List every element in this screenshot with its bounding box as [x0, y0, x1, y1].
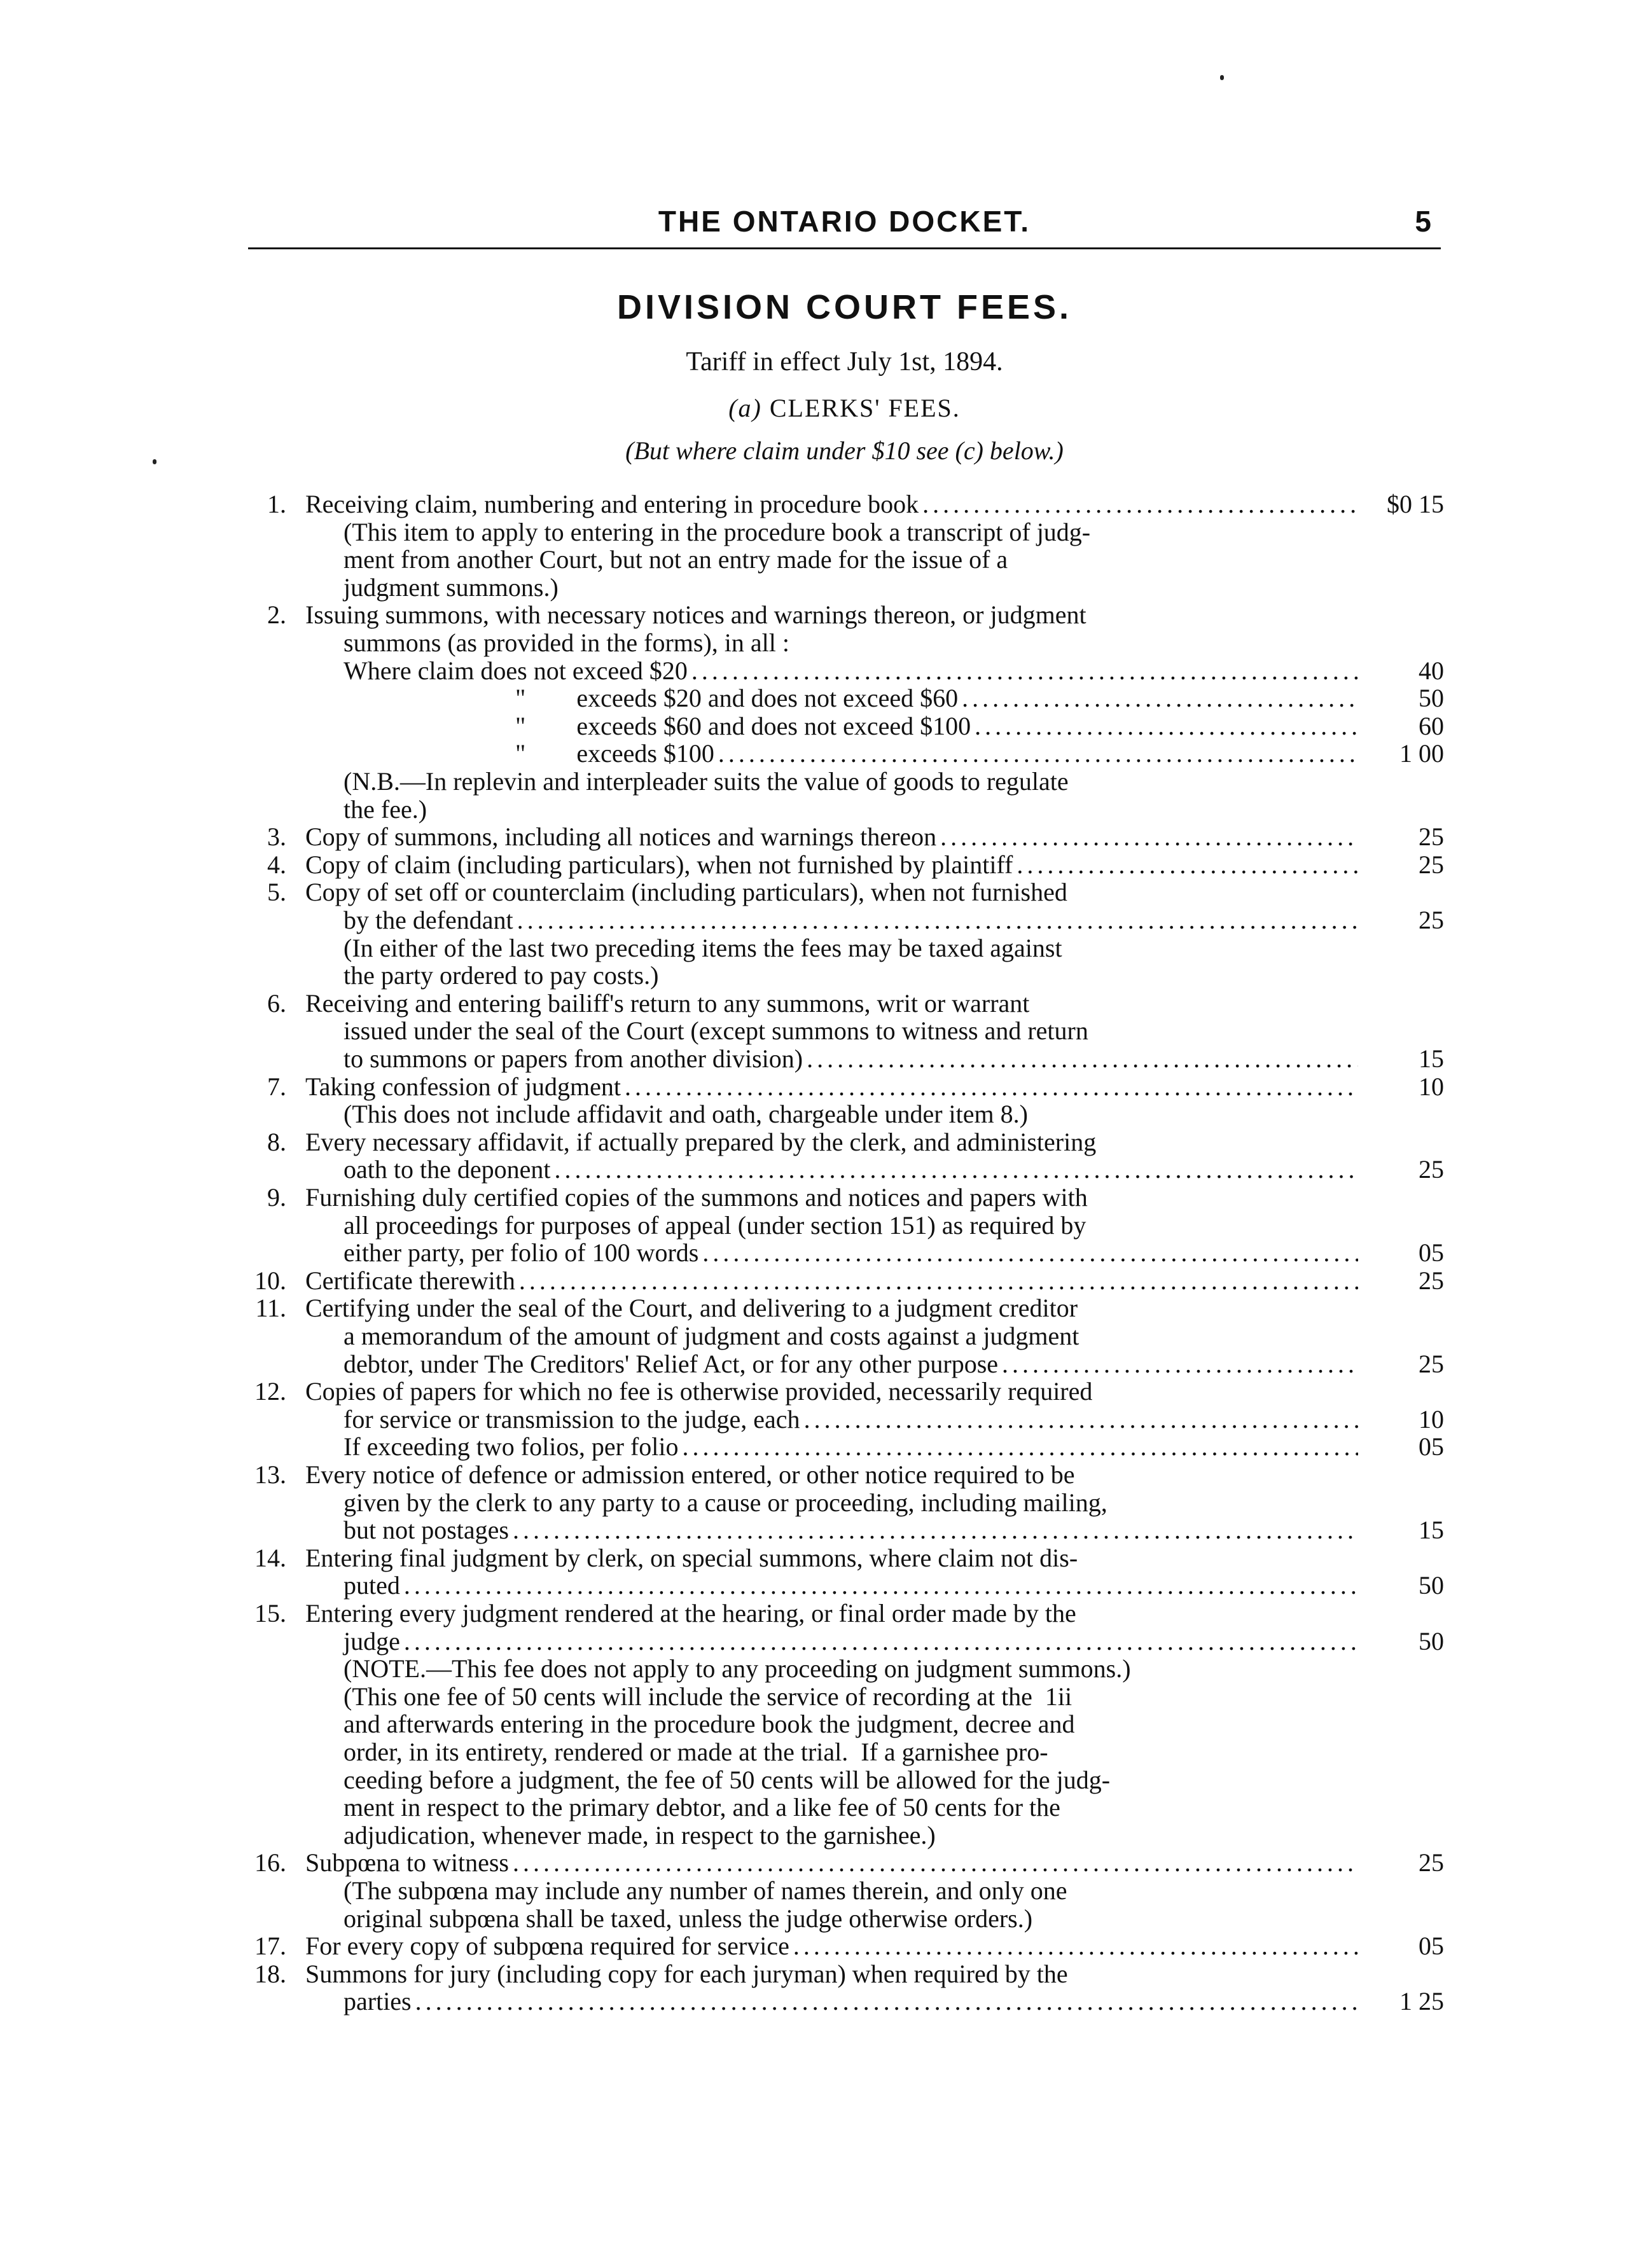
item-text: debtor, under The Creditors' Relief Act, or for any other purpose: [344, 1350, 999, 1378]
item-text-wrapper: [344, 1044, 1358, 1074]
item-text-wrapper: [305, 878, 1358, 907]
dot-leader: [958, 684, 1358, 713]
item-text: (In either of the last two preceding items the fees may be taxed against: [344, 934, 1062, 962]
dot-leader: [400, 1571, 1358, 1600]
dot-leader: [509, 1516, 1358, 1545]
dot-leader: [919, 490, 1358, 519]
fee-line: [191, 989, 1358, 1018]
item-text-wrapper: [305, 490, 1358, 519]
item-text-wrapper: [344, 1016, 1358, 1046]
item-text: Entering final judgment by clerk, on special summons, where claim not dis-: [305, 1544, 1078, 1572]
item-text: (This does not include affidavit and oath, chargeable under item 8.): [344, 1100, 1028, 1128]
item-text-wrapper: [305, 1183, 1358, 1212]
fee-amount: 25: [1419, 1155, 1444, 1184]
item-text: Copy of summons, including all notices and warnings thereon: [305, 822, 937, 851]
item-text: Entering every judgment rendered at the hearing, or final order made by the: [305, 1599, 1076, 1628]
item-text: original subpœna shall be taxed, unless the judge otherwise orders.): [344, 1904, 1033, 1933]
item-text: either party, per folio of 100 words: [344, 1238, 699, 1267]
fee-line: [191, 1128, 1358, 1157]
item-text: For every copy of subpœna required for service: [305, 1932, 789, 1960]
item-text: (NOTE.—This fee does not apply to any proceeding on judgment summons.): [344, 1654, 1131, 1683]
item-text-wrapper: [344, 767, 1358, 796]
item-number: 10.: [254, 1266, 286, 1295]
item-text-wrapper: [344, 1155, 1358, 1184]
item-text: adjudication, whenever made, in respect to the garnishee.): [344, 1821, 936, 1850]
item-text: by the defendant: [344, 906, 513, 934]
item-text-wrapper: [344, 1322, 1358, 1351]
item-text: a memorandum of the amount of judgment and costs against a judgment: [344, 1322, 1079, 1350]
item-text: summons (as provided in the forms), in all :: [344, 628, 790, 657]
fee-line: [191, 906, 1358, 935]
fee-line: [191, 1294, 1358, 1323]
dot-leader: [698, 1238, 1358, 1268]
item-text-wrapper: [305, 822, 1358, 852]
fee-line: [191, 1016, 1358, 1046]
fee-line: [191, 1793, 1358, 1822]
item-text-wrapper: [305, 1932, 1358, 1961]
item-text-wrapper: [344, 906, 1358, 935]
document-title: DIVISION COURT FEES.: [616, 288, 1072, 326]
item-text-wrapper: [344, 1738, 1358, 1767]
item-text-wrapper: [344, 1821, 1358, 1850]
item-text: Certifying under the seal of the Court, and delivering to a judgment creditor: [305, 1294, 1078, 1322]
item-number: 9.: [267, 1183, 286, 1212]
fee-line: [191, 850, 1358, 880]
item-text-wrapper: [344, 1238, 1358, 1268]
fee-line: [191, 961, 1358, 990]
fee-line: [191, 1821, 1358, 1850]
tariff-line: Tariff in effect July 1st, 1894.: [686, 347, 1003, 377]
item-text: Issuing summons, with necessary notices and warnings thereon, or judgment: [305, 600, 1086, 629]
item-text-wrapper: [305, 850, 1358, 880]
item-text-wrapper: [344, 656, 1358, 686]
item-number: 18.: [254, 1960, 286, 1988]
item-text: order, in its entirety, rendered or made at the trial. If a garnishee pro-: [344, 1738, 1048, 1766]
fee-amount: 05: [1419, 1932, 1444, 1960]
item-text: puted: [344, 1571, 400, 1600]
fee-line: [191, 1405, 1358, 1434]
fee-line: [191, 1350, 1358, 1379]
item-text: " exceeds $100: [515, 739, 714, 768]
item-text: Furnishing duly certified copies of the summons and notices and papers with: [305, 1183, 1088, 1212]
fee-line: [191, 1960, 1358, 1989]
fee-line: [191, 1599, 1358, 1628]
section-note: (But where claim under $10 see (c) below.): [625, 436, 1064, 465]
fee-amount: 25: [1419, 1266, 1444, 1295]
item-text: Copy of set off or counterclaim (including particulars), when not furnished: [305, 878, 1067, 906]
item-text-wrapper: [305, 1128, 1358, 1157]
item-number: 4.: [267, 850, 286, 879]
dot-leader: [550, 1155, 1358, 1184]
item-number: 16.: [254, 1848, 286, 1877]
item-text: issued under the seal of the Court (except summons to witness and return: [344, 1016, 1088, 1045]
item-text: " exceeds $20 and does not exceed $60: [515, 684, 959, 712]
item-text-wrapper: [515, 684, 1358, 713]
fee-line: [191, 1044, 1358, 1074]
fee-line: [191, 934, 1358, 963]
item-text-wrapper: [305, 1072, 1358, 1102]
item-text-wrapper: [515, 712, 1358, 741]
item-text: If exceeding two folios, per folio: [344, 1432, 679, 1461]
dot-leader: [998, 1350, 1358, 1379]
item-text-wrapper: [305, 1294, 1358, 1323]
dot-leader: [621, 1072, 1358, 1102]
fee-amount: 40: [1419, 656, 1444, 685]
item-number: 1.: [267, 490, 286, 518]
fee-amount: 05: [1419, 1238, 1444, 1267]
item-text: Where claim does not exceed $20: [344, 656, 688, 685]
dot-leader: [513, 906, 1358, 935]
item-text-wrapper: [344, 1350, 1358, 1379]
page-number: 5: [1415, 205, 1431, 238]
fee-amount: 1 00: [1399, 739, 1444, 768]
item-number: 11.: [255, 1294, 286, 1322]
fee-amount: 10: [1419, 1405, 1444, 1434]
item-text-wrapper: [344, 1405, 1358, 1434]
fee-line: [191, 795, 1358, 824]
item-text-wrapper: [344, 1682, 1358, 1711]
item-text: judge: [344, 1627, 400, 1656]
fee-line: [191, 1571, 1358, 1600]
item-number: 15.: [254, 1599, 286, 1628]
item-text-wrapper: [305, 1377, 1358, 1406]
fee-line: [191, 1183, 1358, 1212]
fee-line: [191, 1238, 1358, 1268]
item-number: 14.: [254, 1544, 286, 1572]
fee-line: [191, 1627, 1358, 1656]
item-text-wrapper: [305, 1960, 1358, 1989]
fee-amount: 60: [1419, 712, 1444, 740]
fee-line: [191, 1932, 1358, 1961]
dot-leader: [714, 739, 1358, 768]
item-number: 3.: [267, 822, 286, 851]
item-text-wrapper: [305, 989, 1358, 1018]
item-text: Taking confession of judgment: [305, 1072, 621, 1101]
item-text: parties: [344, 1987, 412, 2016]
fee-amount: 25: [1419, 1848, 1444, 1877]
fee-line: [191, 1432, 1358, 1462]
item-text: Copy of claim (including particulars), when not furnished by plaintiff: [305, 850, 1013, 879]
item-text-wrapper: [305, 1599, 1358, 1628]
item-text-wrapper: [344, 1571, 1358, 1600]
item-number: 17.: [254, 1932, 286, 1960]
fee-line: [191, 712, 1358, 741]
fee-line: [191, 600, 1358, 630]
item-text: ceeding before a judgment, the fee of 50 cents will be allowed for the judg-: [344, 1766, 1111, 1794]
fee-line: [191, 573, 1358, 602]
item-text-wrapper: [344, 1654, 1358, 1684]
dot-leader: [1013, 850, 1358, 880]
fee-amount: 15: [1419, 1044, 1444, 1073]
item-text: Every notice of defence or admission entered, or other notice required to be: [305, 1460, 1075, 1489]
fee-line: [191, 878, 1358, 907]
fee-amount: 10: [1419, 1072, 1444, 1101]
item-text: and afterwards entering in the procedure book the judgment, decree and: [344, 1710, 1075, 1738]
item-number: 13.: [254, 1460, 286, 1489]
fee-line: [191, 656, 1358, 686]
dot-leader: [688, 656, 1358, 686]
fee-line: [191, 1155, 1358, 1184]
fee-line: [191, 1682, 1358, 1711]
item-text: to summons or papers from another division): [344, 1044, 803, 1073]
fee-amount: 25: [1419, 1350, 1444, 1378]
fee-amount: 15: [1419, 1516, 1444, 1544]
fee-line: [191, 1710, 1358, 1739]
item-text: all proceedings for purposes of appeal (under section 151) as required by: [344, 1211, 1086, 1240]
item-text-wrapper: [344, 1987, 1358, 2016]
item-number: 7.: [267, 1072, 286, 1101]
dot-leader: [509, 1848, 1358, 1877]
item-text: judgment summons.): [344, 573, 559, 602]
fee-line: [191, 767, 1358, 796]
fee-line: [191, 1322, 1358, 1351]
fee-amount: 50: [1419, 1627, 1444, 1656]
fee-line: [191, 822, 1358, 852]
item-text-wrapper: [344, 1488, 1358, 1518]
item-text: (This one fee of 50 cents will include the service of recording at the 1ii: [344, 1682, 1072, 1711]
dot-leader: [803, 1044, 1358, 1074]
fee-line: [191, 739, 1358, 768]
fee-line: [191, 1876, 1358, 1905]
fee-line: [191, 1904, 1358, 1933]
fee-amount: 50: [1419, 1571, 1444, 1600]
fee-line: [191, 1377, 1358, 1406]
fee-line: [191, 1738, 1358, 1767]
fee-line: [191, 1544, 1358, 1573]
fee-line: [191, 1488, 1358, 1518]
item-text-wrapper: [344, 1710, 1358, 1739]
item-text-wrapper: [305, 1460, 1358, 1490]
dot-leader: [789, 1932, 1358, 1961]
item-text-wrapper: [344, 1627, 1358, 1656]
dot-leader: [515, 1266, 1358, 1296]
item-text: Copies of papers for which no fee is otherwise provided, necessarily required: [305, 1377, 1093, 1406]
fee-line: [191, 545, 1358, 574]
dot-leader: [400, 1627, 1358, 1656]
fee-amount: 25: [1419, 822, 1444, 851]
item-text: for service or transmission to the judge, each: [344, 1405, 800, 1434]
fee-amount: 1 25: [1399, 1987, 1444, 2016]
item-text-wrapper: [344, 518, 1358, 547]
dot-leader: [800, 1405, 1358, 1434]
journal-title: THE ONTARIO DOCKET.: [658, 205, 1031, 238]
item-text: Receiving and entering bailiff's return to any summons, writ or warrant: [305, 989, 1030, 1018]
item-text-wrapper: [305, 600, 1358, 630]
fee-amount: $0 15: [1387, 490, 1444, 518]
item-number: 8.: [267, 1128, 286, 1156]
item-text-wrapper: [344, 628, 1358, 658]
item-text-wrapper: [344, 1100, 1358, 1129]
item-text: (The subpœna may include any number of names therein, and only one: [344, 1876, 1067, 1905]
item-text: Subpœna to witness: [305, 1848, 509, 1877]
fee-line: [191, 684, 1358, 713]
item-text-wrapper: [344, 1876, 1358, 1905]
item-text-wrapper: [344, 573, 1358, 602]
item-text-wrapper: [344, 1793, 1358, 1822]
item-text: ment from another Court, but not an entry made for the issue of a: [344, 545, 1008, 574]
item-number: 12.: [254, 1377, 286, 1406]
section-label: (a): [728, 394, 762, 422]
fee-line: [191, 518, 1358, 547]
item-text: ment in respect to the primary debtor, and a like fee of 50 cents for the: [344, 1793, 1060, 1822]
fee-line: [191, 1766, 1358, 1795]
dot-leader: [679, 1432, 1358, 1462]
item-text: the fee.): [344, 795, 427, 824]
item-text: Summons for jury (including copy for each juryman) when required by the: [305, 1960, 1068, 1988]
item-text-wrapper: [515, 739, 1358, 768]
item-text: Every necessary affidavit, if actually prepared by the clerk, and administering: [305, 1128, 1097, 1156]
section-title: CLERKS' FEES.: [769, 394, 961, 422]
fee-amount: 05: [1419, 1432, 1444, 1461]
fee-line: [191, 1460, 1358, 1490]
item-text-wrapper: [305, 1544, 1358, 1573]
item-text-wrapper: [344, 1211, 1358, 1240]
item-number: 5.: [267, 878, 286, 906]
item-text-wrapper: [305, 1266, 1358, 1296]
fee-line: [191, 1987, 1358, 2016]
item-text: (This item to apply to entering in the procedure book a transcript of judg-: [344, 518, 1091, 546]
fee-line: [191, 1100, 1358, 1129]
item-text-wrapper: [344, 795, 1358, 824]
item-text-wrapper: [305, 1848, 1358, 1877]
item-text: given by the clerk to any party to a cause or proceeding, including mailing,: [344, 1488, 1107, 1517]
item-text: Receiving claim, numbering and entering in procedure book: [305, 490, 919, 518]
item-text: " exceeds $60 and does not exceed $100: [515, 712, 971, 740]
item-text: but not postages: [344, 1516, 509, 1544]
item-text-wrapper: [344, 1516, 1358, 1545]
fee-line: [191, 1516, 1358, 1545]
item-text-wrapper: [344, 545, 1358, 574]
item-number: 2.: [267, 600, 286, 629]
dot-leader: [971, 712, 1358, 741]
fee-line: [191, 1072, 1358, 1102]
item-text-wrapper: [344, 934, 1358, 963]
item-text: Certificate therewith: [305, 1266, 515, 1295]
fee-line: [191, 1211, 1358, 1240]
fee-amount: 25: [1419, 850, 1444, 879]
fee-line: [191, 1848, 1358, 1877]
dot-leader: [936, 822, 1358, 852]
item-text-wrapper: [344, 1766, 1358, 1795]
fee-amount: 50: [1419, 684, 1444, 712]
fee-line: [191, 1266, 1358, 1296]
dot-leader: [412, 1987, 1358, 2016]
item-text: (N.B.—In replevin and interpleader suits the value of goods to regulate: [344, 767, 1069, 796]
item-text-wrapper: [344, 1432, 1358, 1462]
fee-amount: 25: [1419, 906, 1444, 934]
item-text: oath to the deponent: [344, 1155, 551, 1184]
item-number: 6.: [267, 989, 286, 1018]
item-text-wrapper: [344, 961, 1358, 990]
fee-line: [191, 490, 1358, 519]
fee-line: [191, 628, 1358, 658]
item-text: the party ordered to pay costs.): [344, 961, 659, 990]
item-text-wrapper: [344, 1904, 1358, 1933]
fee-line: [191, 1654, 1358, 1684]
